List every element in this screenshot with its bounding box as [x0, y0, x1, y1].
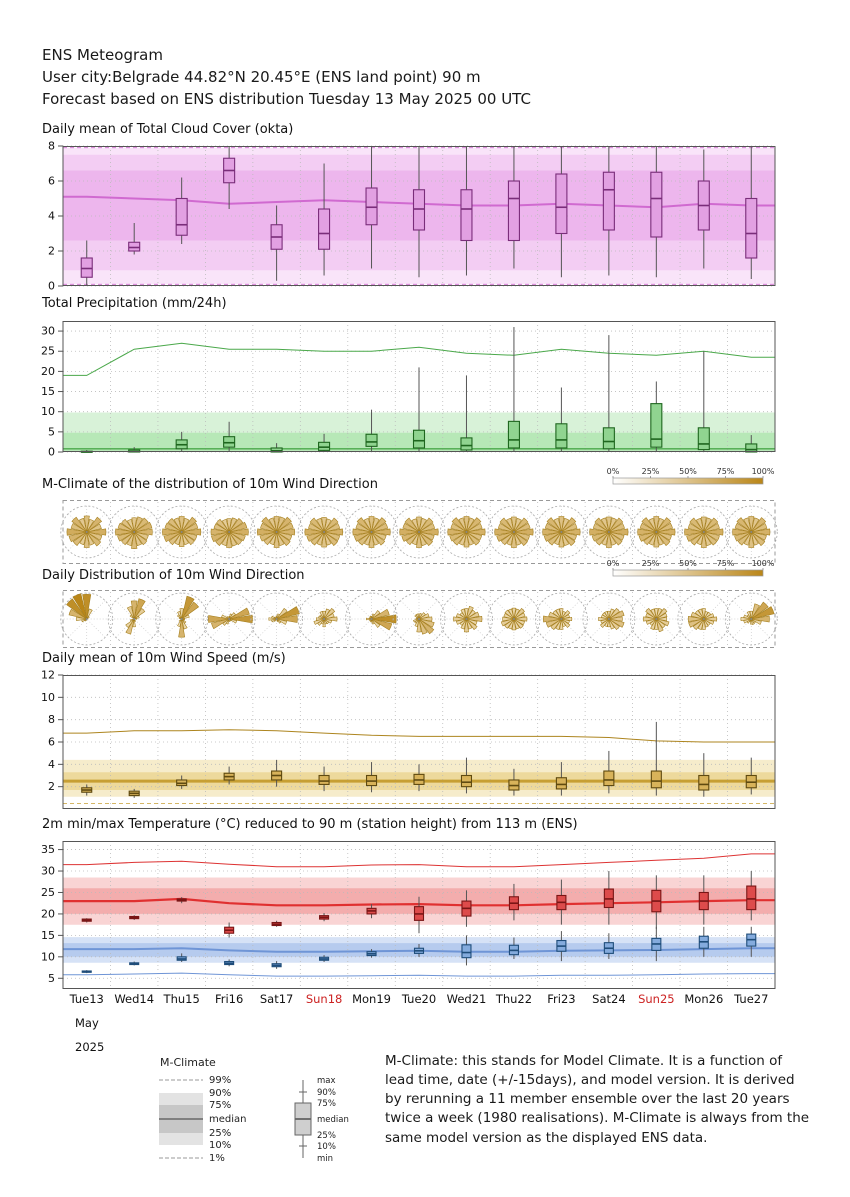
- mclimate-legend-title: M-Climate: [160, 1056, 216, 1069]
- svg-text:50%: 50%: [679, 559, 697, 568]
- svg-text:75%: 75%: [716, 559, 735, 568]
- x-axis-label: Wed21: [446, 992, 487, 1006]
- svg-text:8: 8: [48, 139, 55, 153]
- year-label: 2025: [75, 1040, 105, 1054]
- svg-text:1%: 1%: [209, 1153, 225, 1164]
- x-axis-label: Tue13: [69, 992, 104, 1006]
- cloud-cover-chart: [0, 139, 800, 293]
- svg-text:90%: 90%: [317, 1088, 336, 1098]
- wind-speed-panel-title: Daily mean of 10m Wind Speed (m/s): [42, 651, 286, 666]
- legend-description: M-Climate: this stands for Model Climate. It is a function of lead time, date (+/-15days), and model version. It is derived by rerunning a 11 member ensemble over the last 20 years twice a week (1980 realisations). M-Climate is always from the same model version as the displayed ENS data.: [385, 1053, 810, 1146]
- svg-text:median: median: [209, 1114, 247, 1125]
- wind-speed-chart: [0, 668, 800, 809]
- svg-text:0%: 0%: [606, 559, 620, 568]
- cloud-panel-title: Daily mean of Total Cloud Cover (okta): [42, 122, 294, 137]
- x-axis-label: Sat17: [259, 992, 294, 1006]
- x-axis-label: Fri16: [214, 992, 244, 1006]
- svg-text:2: 2: [48, 780, 55, 794]
- svg-text:12: 12: [41, 668, 55, 682]
- wind-direction-mclimate-roses: [0, 500, 800, 564]
- svg-text:35: 35: [41, 843, 55, 857]
- svg-text:10: 10: [41, 690, 55, 704]
- x-axis-labels: [63, 992, 775, 1006]
- wind-dir-daily-title: Daily Distribution of 10m Wind Direction: [42, 568, 305, 583]
- precipitation-chart: [0, 321, 800, 459]
- wind-direction-daily-roses: [0, 590, 800, 648]
- svg-text:99%: 99%: [209, 1075, 232, 1086]
- svg-text:20: 20: [41, 907, 55, 921]
- svg-text:50%: 50%: [679, 467, 697, 476]
- x-axis-label: Sun25: [638, 992, 675, 1006]
- svg-text:10: 10: [41, 950, 55, 964]
- svg-text:0: 0: [48, 279, 55, 293]
- svg-text:4: 4: [48, 757, 55, 771]
- x-axis-label: Fri23: [547, 992, 576, 1006]
- svg-text:5: 5: [48, 971, 55, 985]
- svg-text:6: 6: [48, 735, 55, 749]
- x-axis-label: Wed14: [114, 992, 155, 1006]
- frequency-scale-legend-mclimate: [605, 466, 775, 486]
- header: [42, 44, 531, 110]
- page-subtitle-location: User city:Belgrade 44.82°N 20.45°E (ENS land point) 90 m: [42, 68, 481, 86]
- svg-text:2: 2: [48, 244, 55, 258]
- svg-text:max: max: [317, 1076, 336, 1086]
- temperature-chart: [0, 841, 800, 989]
- page-title: ENS Meteogram: [42, 46, 163, 64]
- svg-text:75%: 75%: [209, 1100, 232, 1111]
- svg-text:10%: 10%: [209, 1140, 232, 1151]
- svg-text:25: 25: [41, 344, 55, 358]
- x-axis-label: Mon26: [684, 992, 724, 1006]
- svg-text:25: 25: [41, 885, 55, 899]
- frequency-scale-legend-daily: [605, 558, 775, 578]
- svg-text:min: min: [317, 1154, 334, 1164]
- svg-text:75%: 75%: [317, 1099, 336, 1109]
- svg-text:0: 0: [48, 445, 55, 459]
- temperature-panel-title: 2m min/max Temperature (°C) reduced to 90 m (station height) from 113 m (ENS): [42, 817, 578, 832]
- x-axis-label: Thu15: [163, 992, 200, 1006]
- svg-text:100%: 100%: [751, 467, 775, 476]
- svg-text:5: 5: [48, 425, 55, 439]
- page-subtitle-forecast: Forecast based on ENS distribution Tuesday 13 May 2025 00 UTC: [42, 90, 531, 108]
- precip-panel-title: Total Precipitation (mm/24h): [42, 296, 227, 311]
- x-axis-label: Mon19: [352, 992, 391, 1006]
- svg-text:100%: 100%: [751, 559, 775, 568]
- x-axis-label: Sat24: [592, 992, 626, 1006]
- svg-text:90%: 90%: [209, 1088, 232, 1099]
- x-axis-label: Sun18: [305, 992, 343, 1006]
- svg-text:4: 4: [48, 209, 55, 223]
- svg-text:25%: 25%: [209, 1128, 232, 1139]
- wind-dir-mclimate-title: M-Climate of the distribution of 10m Wind Direction: [42, 477, 378, 492]
- svg-text:0%: 0%: [606, 467, 620, 476]
- svg-text:10: 10: [41, 405, 55, 419]
- svg-text:25%: 25%: [641, 467, 660, 476]
- svg-text:median: median: [317, 1115, 349, 1125]
- svg-text:15: 15: [41, 385, 55, 399]
- x-axis-label: Tue27: [734, 992, 769, 1006]
- svg-text:25%: 25%: [317, 1131, 336, 1141]
- svg-text:8: 8: [48, 713, 55, 727]
- svg-text:20: 20: [41, 364, 55, 378]
- mclimate-legend-glyph: [145, 1070, 295, 1168]
- svg-text:30: 30: [41, 864, 55, 878]
- svg-text:15: 15: [41, 928, 55, 942]
- svg-text:25%: 25%: [641, 559, 660, 568]
- svg-text:30: 30: [41, 324, 55, 338]
- month-label: May: [75, 1016, 99, 1030]
- svg-text:75%: 75%: [716, 467, 735, 476]
- svg-text:6: 6: [48, 174, 55, 188]
- svg-text:10%: 10%: [317, 1142, 336, 1152]
- x-axis-label: Tue20: [401, 992, 437, 1006]
- x-axis-label: Thu22: [495, 992, 533, 1006]
